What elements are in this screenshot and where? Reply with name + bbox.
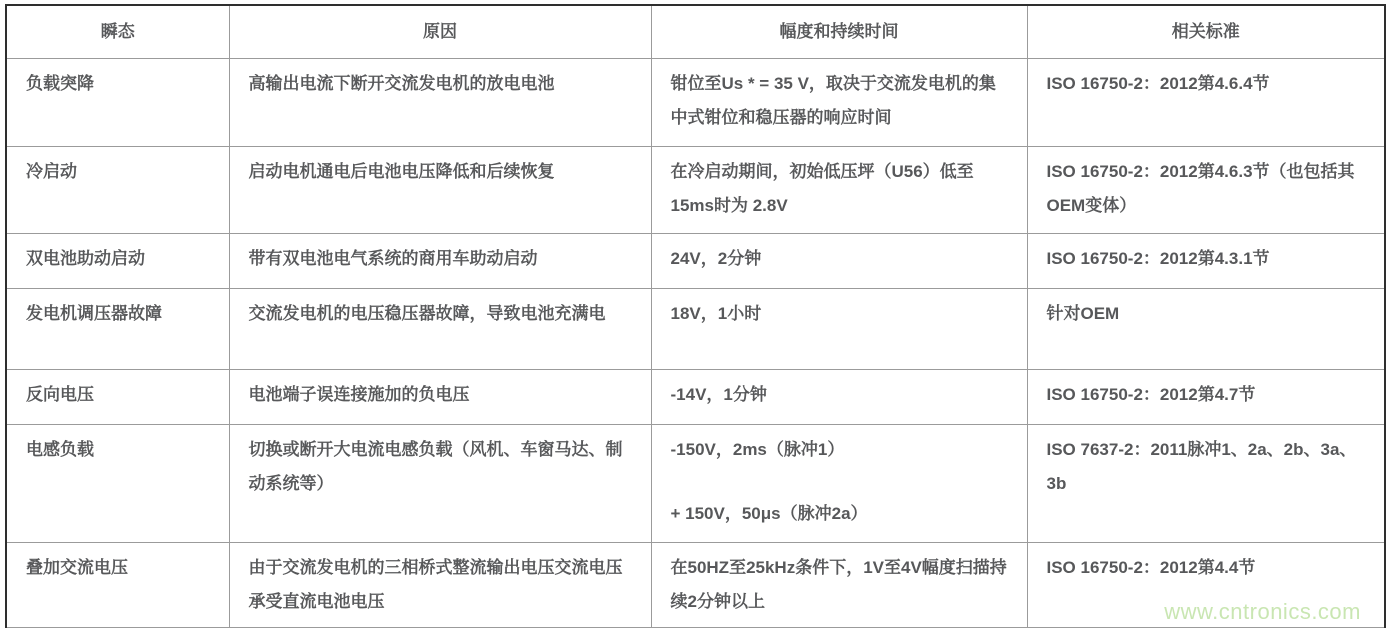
- cell-standard: ISO 16750-2：2012第4.7节: [1027, 370, 1385, 425]
- header-standard: 相关标准: [1027, 5, 1385, 59]
- cell-cause: 高输出电流下断开交流发电机的放电电池: [229, 59, 651, 147]
- table-row-inductive-load: [6, 425, 1385, 543]
- cell-cause: 电池端子误连接施加的负电压: [229, 370, 651, 425]
- cell-transient: 电感负载: [6, 425, 229, 543]
- cell-transient: 冷启动: [6, 147, 229, 234]
- magnitude-line-1: -150V，2ms（脉冲1）: [670, 440, 845, 459]
- cell-magnitude: 在50HZ至25kHz条件下，1V至4V幅度扫描持续2分钟以上: [651, 543, 1027, 628]
- transient-spec-table: [5, 4, 1386, 628]
- table-row-regulator-failure: [6, 289, 1385, 370]
- cell-standard: ISO 16750-2：2012第4.3.1节: [1027, 234, 1385, 289]
- cell-magnitude: -14V，1分钟: [651, 370, 1027, 425]
- cell-transient: 双电池助动启动: [6, 234, 229, 289]
- cell-magnitude: 钳位至Us * = 35 V，取决于交流发电机的集中式钳位和稳压器的响应时间: [651, 59, 1027, 147]
- cell-magnitude: 在冷启动期间，初始低压坪（U56）低至15ms时为 2.8V: [651, 147, 1027, 234]
- magnitude-line-2: + 150V，50μs（脉冲2a）: [670, 504, 868, 523]
- header-magnitude-duration: 幅度和持续时间: [651, 5, 1027, 59]
- header-transient: 瞬态: [6, 5, 229, 59]
- cell-transient: 发电机调压器故障: [6, 289, 229, 370]
- cell-transient: 反向电压: [6, 370, 229, 425]
- cell-standard: ISO 16750-2：2012第4.6.3节（也包括其OEM变体）: [1027, 147, 1385, 234]
- table-row-jump-start: [6, 234, 1385, 289]
- site-watermark: www.cntronics.com: [1164, 599, 1361, 624]
- header-row: [6, 5, 1385, 59]
- cell-transient: 叠加交流电压: [6, 543, 229, 628]
- header-cause: 原因: [229, 5, 651, 59]
- cell-cause: 交流发电机的电压稳压器故障，导致电池充满电: [229, 289, 651, 370]
- cell-cause: 启动电机通电后电池电压降低和后续恢复: [229, 147, 651, 234]
- table-row-reverse-voltage: [6, 370, 1385, 425]
- cell-standard: ISO 7637-2：2011脉冲1、2a、2b、3a、3b: [1027, 425, 1385, 543]
- cell-cause: 带有双电池电气系统的商用车助动启动: [229, 234, 651, 289]
- cell-magnitude: 24V，2分钟: [651, 234, 1027, 289]
- cell-magnitude: 18V，1小时: [651, 289, 1027, 370]
- cell-cause: 切换或断开大电流电感负载（风机、车窗马达、制动系统等）: [229, 425, 651, 543]
- cell-standard: ISO 16750-2：2012第4.6.4节: [1027, 59, 1385, 147]
- cell-standard: ISO 16750-2：2012第4.4节: [1027, 543, 1385, 628]
- table-row-load-dump: [6, 59, 1385, 147]
- cell-standard: 针对OEM: [1027, 289, 1385, 370]
- cell-transient: 负载突降: [6, 59, 229, 147]
- table-row-superimposed-ac: [6, 543, 1385, 628]
- table-row-cold-crank: [6, 147, 1385, 234]
- cell-magnitude: [651, 425, 1027, 543]
- cell-cause: 由于交流发电机的三相桥式整流输出电压交流电压承受直流电池电压: [229, 543, 651, 628]
